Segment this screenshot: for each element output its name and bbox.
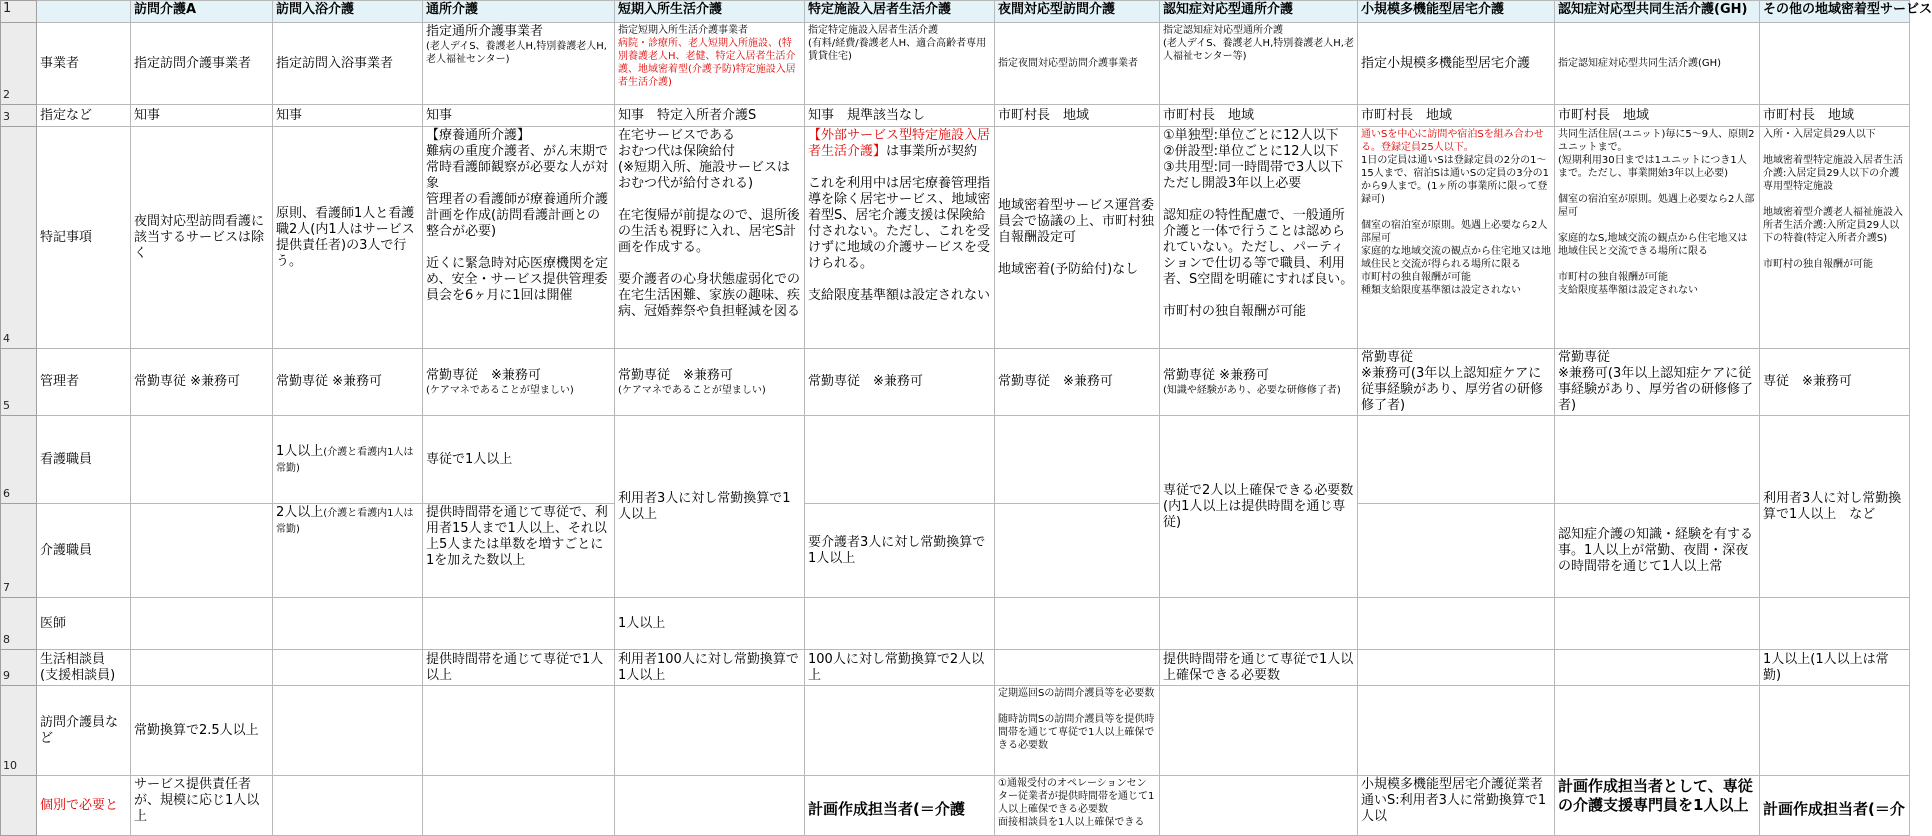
table-cell[interactable] xyxy=(423,23,615,105)
table-cell[interactable] xyxy=(131,598,273,650)
row-number[interactable]: 3 xyxy=(1,105,37,127)
table-cell[interactable] xyxy=(1358,416,1555,504)
row-label[interactable]: 看護職員 xyxy=(37,416,131,504)
table-cell[interactable] xyxy=(805,23,995,105)
table-cell[interactable]: 計画作成担当者として、専従の介護支援専門員を1人以上 xyxy=(1555,776,1760,836)
row-number[interactable] xyxy=(1,776,37,836)
table-cell[interactable] xyxy=(1555,416,1760,504)
table-cell[interactable] xyxy=(273,598,423,650)
column-header[interactable]: 夜間対応型訪問介護 xyxy=(995,1,1160,23)
table-cell[interactable]: 市町村長 地域 xyxy=(1160,105,1358,127)
row-label[interactable]: 訪問介護員など xyxy=(37,686,131,776)
table-cell[interactable] xyxy=(1555,650,1760,686)
row-label[interactable]: 事業者 xyxy=(37,23,131,105)
table-cell[interactable] xyxy=(423,598,615,650)
table-cell[interactable]: 要介護者3人に対し常勤換算で1人以上 xyxy=(805,504,995,598)
column-header[interactable]: 短期入所生活介護 xyxy=(615,1,805,23)
table-cell[interactable]: 指定認知症対応型共同生活介護(GH) xyxy=(1555,23,1760,105)
table-cell[interactable]: ①単独型:単位ごとに12人以下 ②併設型:単位ごとに12人以下 ③共用型:同一時間帯で3人以下ただし開設3年以上必要 認知症の特性配慮で、一般通所介護と一体で行うことは認められていない。ただし、パーティションで仕切る等で職員、利用者、S空間を明確にすれば良い。 市町村の独自報酬が可能 xyxy=(1160,127,1358,349)
table-cell[interactable]: 市町村長 地域 xyxy=(1555,105,1760,127)
row-number[interactable]: 6 xyxy=(1,416,37,504)
cell-highlight: 【外部サービス型特定施設入居者生活介護】 xyxy=(808,128,991,159)
table-cell[interactable] xyxy=(1555,686,1760,776)
table-cell[interactable]: 知事 特定入所者介護S xyxy=(615,105,805,127)
cell-text: 指定認知症対応型通所介護 xyxy=(1163,25,1283,36)
row-number[interactable]: 1 xyxy=(1,1,37,23)
table-cell[interactable] xyxy=(1760,23,1910,105)
table-cell-merged[interactable]: 利用者3人に対し常勤換算で1人以上 など xyxy=(1760,416,1910,598)
table-cell[interactable]: ①通報受付のオペレーションセンター従業者が提供時間帯を通じて1人以上確保できる必要数 面接相談員を1人以上確保できる xyxy=(995,776,1160,836)
cell-note: 病院・診療所、老人短期入所施設、(特別養護老人H、老健、特定入居者生活介護、地域密着型(介護予防)特定施設入居者生活介護) xyxy=(618,38,796,88)
table-cell[interactable]: 小規模多機能型居宅介護従業者 通いS:利用者3人に常勤換算で1人以 xyxy=(1358,776,1555,836)
table-cell[interactable]: 市町村長 地域 xyxy=(995,105,1160,127)
cell-text: は事業所が契約 これを利用中は居宅療養管理指導を除く居宅サービス、地域密着型S、居宅介護支援は保険給付されない。ただし、これを受けずに地域の介護サービスを受けられる。 支給限度基準額は設定されない xyxy=(808,144,991,303)
table-cell[interactable] xyxy=(1358,598,1555,650)
column-header[interactable]: 特定施設入居者生活介護 xyxy=(805,1,995,23)
cell-text: 指定通所介護事業者 xyxy=(426,24,544,39)
table-row xyxy=(1,504,1910,598)
table-cell[interactable] xyxy=(131,650,273,686)
table-cell[interactable]: 知事 xyxy=(131,105,273,127)
column-header[interactable]: 小規模多機能型居宅介護 xyxy=(1358,1,1555,23)
table-cell[interactable] xyxy=(995,504,1160,598)
table-cell[interactable] xyxy=(995,416,1160,504)
table-cell[interactable]: 地域密着型サービス運営委員会で協議の上、市町村独自報酬設定可 地域密着(予防給付)なし xyxy=(995,127,1160,349)
cell-text: 常勤専従 ※兼務可 xyxy=(1163,367,1270,383)
table-cell[interactable]: 市町村長 地域 xyxy=(1358,105,1555,127)
cell-text: 2人以上 xyxy=(276,505,324,520)
row-label[interactable]: 生活相談員 (支援相談員) xyxy=(37,650,131,686)
table-cell[interactable]: 入所・入居定員29人以下 地域密着型特定施設入居者生活介護:入居定員29人以下の介護専用型特定施設 地域密着型介護老人福祉施設入所者生活介護:入所定員29人以下の特養(特定入所者介護S) 市町村の独自報酬が可能 xyxy=(1760,127,1910,349)
row-label[interactable]: 個別で必要と xyxy=(37,776,131,836)
column-header[interactable]: 訪問入浴介護 xyxy=(273,1,423,23)
cell-note: (ケアマネであることが望ましい) xyxy=(426,384,574,396)
header-row xyxy=(1,1,1910,23)
table-cell[interactable]: 常勤専従 ※兼務可 xyxy=(131,349,273,416)
table-cell[interactable]: 常勤専従 ※兼務可(3年以上認知症ケアに従事経験があり、厚労省の研修修了者) xyxy=(1358,349,1555,416)
table-cell[interactable] xyxy=(1160,776,1358,836)
table-cell[interactable] xyxy=(1160,598,1358,650)
table-cell[interactable] xyxy=(423,349,615,416)
table-cell[interactable]: 指定夜間対応型訪問介護事業者 xyxy=(995,23,1160,105)
table-cell[interactable]: 100人に対し常勤換算で2人以上 xyxy=(805,650,995,686)
table-cell[interactable]: 在宅サービスである おむつ代は保険給付 (※短期入所、施設サービスはおむつ代が給付される) 在宅復帰が前提なので、退所後の生活も視野に入れ、居宅S計画を作成する。 要介護者の心身状態虚弱化での在宅生活困難、家族の趣味、疾病、冠婚葬祭や負担軽減を図る xyxy=(615,127,805,349)
table-cell[interactable]: 常勤専従 ※兼務可(3年以上認知症ケアに従事経験があり、厚労省の研修修了者) xyxy=(1555,349,1760,416)
table-cell[interactable]: 提供時間帯を通じて専従で1人以上確保できる必要数 xyxy=(1160,650,1358,686)
table-cell[interactable] xyxy=(273,686,423,776)
table-cell[interactable]: 常勤専従 ※兼務可 xyxy=(273,349,423,416)
table-cell[interactable]: 知事 規準該当なし xyxy=(805,105,995,127)
cell-note: (介護と看護内1人は常勤) xyxy=(276,446,414,474)
table-cell[interactable] xyxy=(423,776,615,836)
table-cell[interactable]: 市町村長 地域 xyxy=(1760,105,1910,127)
table-cell[interactable]: 知事 xyxy=(273,105,423,127)
table-cell[interactable] xyxy=(615,776,805,836)
row-number[interactable]: 2 xyxy=(1,23,37,105)
table-cell[interactable] xyxy=(1555,598,1760,650)
table-cell[interactable] xyxy=(615,349,805,416)
column-header[interactable]: その他の地域密着型サービス xyxy=(1760,1,1910,23)
table-row xyxy=(1,650,1910,686)
table-cell[interactable]: 指定小規模多機能型居宅介護 xyxy=(1358,23,1555,105)
column-header[interactable]: 通所介護 xyxy=(423,1,615,23)
table-cell[interactable] xyxy=(1760,686,1910,776)
row-number[interactable]: 8 xyxy=(1,598,37,650)
header-empty-cell[interactable] xyxy=(37,1,131,23)
cell-text: 指定短期入所生活介護事業者 xyxy=(618,25,748,36)
cell-text: 1人以上 xyxy=(276,443,324,459)
table-cell[interactable]: 1人以上 xyxy=(615,598,805,650)
column-header[interactable]: 認知症対応型共同生活介護(GH) xyxy=(1555,1,1760,23)
cell-note: (有料/経費/養護老人H、適合高齢者専用賃貸住宅) xyxy=(808,38,987,62)
table-cell[interactable]: 計画作成担当者(＝介護 xyxy=(805,776,995,836)
cell-note: (ケアマネであることが望ましい) xyxy=(618,384,766,396)
table-cell[interactable] xyxy=(1358,127,1555,349)
table-cell[interactable]: 提供時間帯を通じて専従で1人以上 xyxy=(423,650,615,686)
table-row xyxy=(1,23,1910,105)
row-label[interactable]: 指定など xyxy=(37,105,131,127)
table-cell[interactable] xyxy=(423,686,615,776)
table-cell-merged[interactable]: 利用者3人に対し常勤換算で1人以上 xyxy=(615,416,805,598)
table-row xyxy=(1,776,1910,836)
table-row xyxy=(1,416,1910,504)
table-cell[interactable] xyxy=(1160,23,1358,105)
table-cell[interactable] xyxy=(1358,504,1555,598)
cell-text: 1日の定員は通いSは登録定員の2分の1～15人まで、宿泊Sは通いSの定員の3分の1から9人まで。(1ヶ所の事業所に限って登録可) 個室の宿泊室が原則。処遇上必要なら2人部屋可 家庭的な地域交流の観点から住宅地又は地域住民と交流が得られる場所に限る 市町村の独自報酬が可能 種類支給限度基準額は設定されない xyxy=(1361,155,1551,296)
table-cell[interactable] xyxy=(995,598,1160,650)
row-number[interactable]: 7 xyxy=(1,504,37,598)
table-cell-merged[interactable]: 専従で2人以上確保できる必要数 (内1人以上は提供時間を通じ専従) xyxy=(1160,416,1358,598)
table-cell[interactable] xyxy=(1160,349,1358,416)
table-cell[interactable]: 常勤専従 ※兼務可 xyxy=(805,349,995,416)
table-cell[interactable] xyxy=(805,416,995,504)
table-cell[interactable]: 指定訪問介護事業者 xyxy=(131,23,273,105)
table-cell[interactable] xyxy=(805,686,995,776)
table-cell[interactable]: 常勤専従 ※兼務可 xyxy=(995,349,1160,416)
table-row xyxy=(1,686,1910,776)
row-number[interactable]: 9 xyxy=(1,650,37,686)
table-row xyxy=(1,127,1910,349)
table-cell[interactable]: 【療養通所介護】 難病の重度介護者、がん末期で常時看護師観察が必要な人が対象 管理者の看護師が療養通所介護計画を作成(訪問看護計画との整合が必要) 近くに緊急時対応医療機関を定め、安全・サービス提供管理委員会を6ヶ月に1回は開催 xyxy=(423,127,615,349)
table-cell[interactable] xyxy=(1160,686,1358,776)
cell-note: (知識や経験があり、必要な研修修了者) xyxy=(1163,384,1341,396)
cell-text: 常勤専従 ※兼務可 xyxy=(618,367,733,383)
table-cell[interactable] xyxy=(131,504,273,598)
table-cell[interactable]: 共同生活住居(ユニット)毎に5～9人、原則2ユニットまで。 (短期利用30日までは1ユニットにつき1人まで。ただし、事業開始3年以上必要) 個室の宿泊室が原則。処遇上必要なら2人部屋可 家庭的なS,地域交流の観点から住宅地又は地域住民と交流できる場所に限る 市町村の独自報酬が可能 支給限度基準額は設定されない xyxy=(1555,127,1760,349)
row-label[interactable]: 特記事項 xyxy=(37,127,131,349)
table-cell[interactable]: 計画作成担当者(＝介 xyxy=(1760,776,1910,836)
table-cell[interactable]: 専従で1人以上 xyxy=(423,416,615,504)
table-cell[interactable]: 指定訪問入浴事業者 xyxy=(273,23,423,105)
table-cell[interactable] xyxy=(1760,598,1910,650)
column-header[interactable]: 認知症対応型通所介護 xyxy=(1160,1,1358,23)
cell-highlight: 通いSを中心に訪問や宿泊Sを組み合わせる。登録定員25人以下。 xyxy=(1361,129,1544,153)
cell-note: (老人デイS、養護老人H,特別養護老人H,老人福祉センター等) xyxy=(1163,38,1354,62)
row-label[interactable]: 管理者 xyxy=(37,349,131,416)
table-row xyxy=(1,598,1910,650)
table-cell[interactable] xyxy=(131,416,273,504)
row-label[interactable]: 介護職員 xyxy=(37,504,131,598)
table-cell[interactable] xyxy=(805,127,995,349)
table-cell[interactable]: 知事 xyxy=(423,105,615,127)
table-cell[interactable]: 提供時間帯を通じて専従で、利用者15人まで1人以上、それ以上5人または単数を増すごとに1を加えた数以上 xyxy=(423,504,615,598)
table-cell[interactable] xyxy=(273,776,423,836)
table-cell[interactable] xyxy=(805,598,995,650)
table-cell[interactable] xyxy=(615,23,805,105)
table-cell[interactable] xyxy=(1358,686,1555,776)
table-cell[interactable]: 認知症介護の知識・経験を有する事。1人以上が常勤、夜間・深夜の時間帯を通じて1人以上常 xyxy=(1555,504,1760,598)
cell-note: (介護と看護内1人は常勤) xyxy=(276,508,414,535)
row-label[interactable]: 医師 xyxy=(37,598,131,650)
column-header[interactable]: 訪問介護A xyxy=(131,1,273,23)
table-cell[interactable]: 原則、看護師1人と看護職2人(内1人はサービス提供責任者)の3人で行う。 xyxy=(273,127,423,349)
row-number[interactable]: 4 xyxy=(1,127,37,349)
cell-text: 常勤専従 ※兼務可 xyxy=(426,367,541,383)
row-number[interactable]: 10 xyxy=(1,686,37,776)
table-cell[interactable] xyxy=(995,650,1160,686)
table-cell[interactable]: 1人以上(1人以上は常勤) xyxy=(1760,650,1910,686)
table-cell[interactable]: 常勤換算で2.5人以上 xyxy=(131,686,273,776)
table-cell[interactable] xyxy=(273,416,423,504)
cell-note: (老人デイS、養護老人H,特別養護老人H,老人福祉センター) xyxy=(426,41,607,65)
table-cell[interactable] xyxy=(615,686,805,776)
table-cell[interactable] xyxy=(273,504,423,598)
table-cell[interactable]: 専従 ※兼務可 xyxy=(1760,349,1910,416)
table-cell[interactable]: 夜間対応型訪問看護に該当するサービスは除く xyxy=(131,127,273,349)
table-cell[interactable] xyxy=(273,650,423,686)
row-number[interactable]: 5 xyxy=(1,349,37,416)
table-row xyxy=(1,349,1910,416)
table-cell[interactable]: 定期巡回Sの訪問介護員等を必要数 随時訪問Sの訪問介護員等を提供時間帯を通じて専従で1人以上確保できる必要数 xyxy=(995,686,1160,776)
table-cell[interactable]: 利用者100人に対し常勤換算で1人以上 xyxy=(615,650,805,686)
cell-text: 指定特定施設入居者生活介護 xyxy=(808,25,938,36)
table-cell[interactable] xyxy=(1358,650,1555,686)
table-cell[interactable]: サービス提供責任者が、規模に応じ1人以上 xyxy=(131,776,273,836)
table-row xyxy=(1,105,1910,127)
